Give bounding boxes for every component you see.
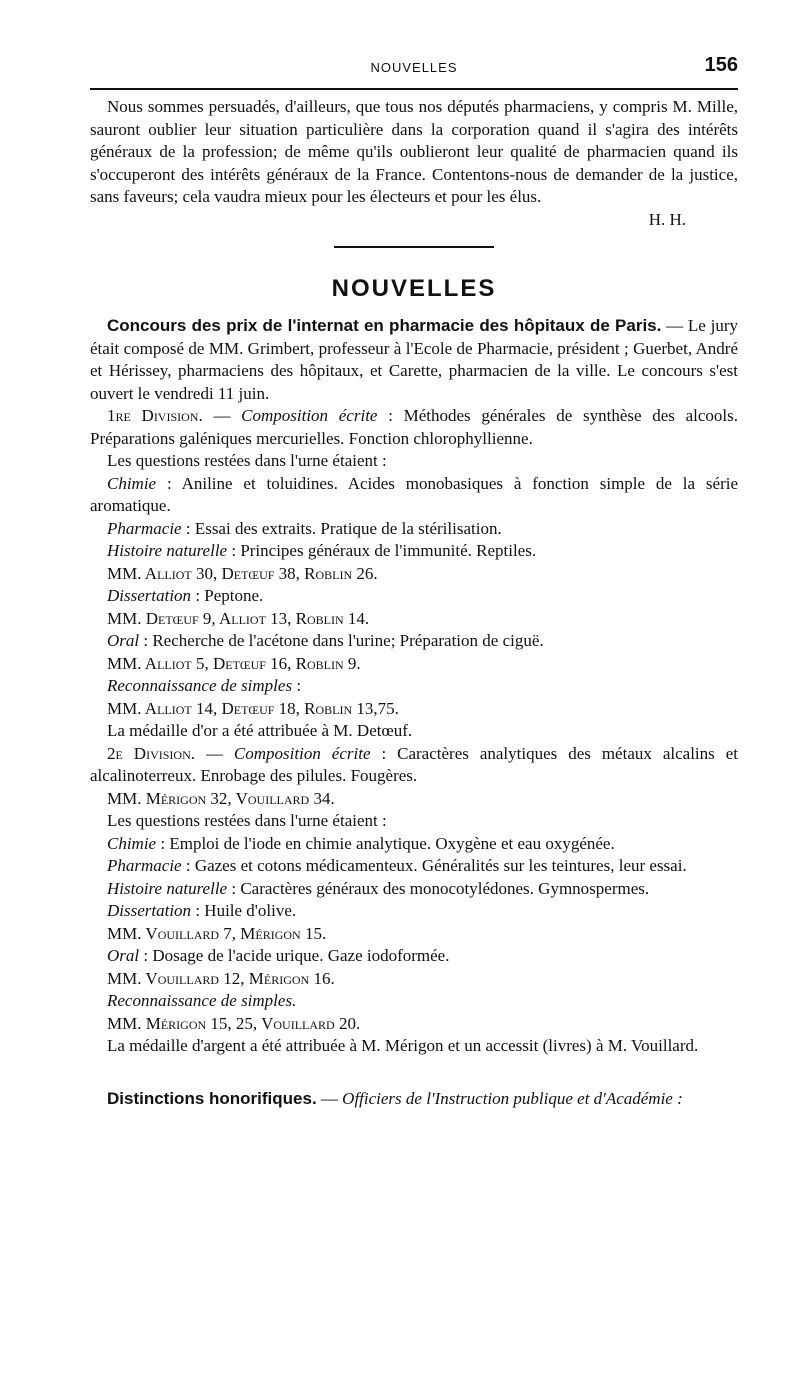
div1-urne: Les questions restées dans l'urne étaient : xyxy=(107,451,387,470)
div1-scores4: MM. Alliot 14, Detœuf 18, Roblin 13,75. xyxy=(107,698,399,718)
div1-comp-label: Composition écrite xyxy=(241,406,378,425)
div2-reco-label: Reconnaissance de simples. xyxy=(107,991,297,1010)
div2-oral-label: Oral xyxy=(107,946,140,965)
div1-pharmacie xyxy=(90,518,738,541)
div1-chimie-label: Chimie xyxy=(107,473,157,493)
div1-dissertation-label: Dissertation xyxy=(107,586,192,605)
div2-oral xyxy=(90,945,738,968)
div2-dissertation xyxy=(90,900,738,923)
distinctions-paragraph xyxy=(90,1088,738,1111)
div2-scores3: MM. Vouillard 12, Mérigon 16. xyxy=(107,968,335,988)
div1-scores3: MM. Alliot 5, Detœuf 16, Roblin 9. xyxy=(107,653,361,673)
div1-oral-text: : Recherche de l'acétone dans l'urine; Préparation de ciguë. xyxy=(143,631,544,650)
distinctions-title: Distinctions honorifiques. xyxy=(107,1088,317,1108)
div2-scores1: MM. Mérigon 32, Vouillard 34. xyxy=(107,788,335,808)
page xyxy=(90,50,738,1110)
div1-label: 1re Division. xyxy=(107,406,203,425)
div2-urne: Les questions restées dans l'urne étaient : xyxy=(107,811,387,830)
div1-histoire-text: : Principes généraux de l'immunité. Reptiles. xyxy=(231,541,537,560)
div2-pharmacie-label: Pharmacie xyxy=(107,856,182,875)
page-number: 156 xyxy=(704,54,738,76)
div1-pharmacie-text: : Essai des extraits. Pratique de la stérilisation. xyxy=(185,518,502,538)
div2-pharmacie-text: : Gazes et cotons médicamenteux. Généralités sur les teintures, leur essai. xyxy=(185,856,687,875)
div1-oral xyxy=(90,630,738,653)
div1-comp-text: : Méthodes générales de synthèse des alcools. Préparations galéniques mercurielles. Fonction chlorophyllienne. xyxy=(90,406,739,448)
intro-paragraph: Nous sommes persuadés, d'ailleurs, que tous nos députés pharmaciens, y compris M. Mille, sauront oublier leur situation particulière dans la corporation quand il s'agira des intérêts généraux de la profession; de même qu'ils oublieront leur qualité de pharmacien quand ils s'occuperont des intérêts généraux de la France. Contentons-nous de demander de la justice, sans faveurs; cela vaudra mieux pour les électeurs et pour les élus. xyxy=(90,97,738,206)
div1-scores2: MM. Detœuf 9, Alliot 13, Roblin 14. xyxy=(107,608,370,628)
div2-dissertation-text: : Huile d'olive. xyxy=(195,901,297,920)
div2-scores4: MM. Mérigon 15, 25, Vouillard 20. xyxy=(107,1013,361,1033)
div1-scores1: MM. Alliot 30, Detœuf 38, Roblin 26. xyxy=(107,563,378,583)
div2-pharmacie xyxy=(90,855,738,878)
div2-scores2: MM. Vouillard 7, Mérigon 15. xyxy=(107,923,327,943)
div2-label: 2e Division. xyxy=(107,743,195,763)
header-rule xyxy=(90,88,738,90)
div1-reco xyxy=(90,675,738,698)
div2-histoire-label: Histoire naturelle xyxy=(107,878,228,898)
div2-reco xyxy=(90,990,738,1013)
running-head xyxy=(90,50,738,76)
div2-chimie-label: Chimie xyxy=(107,833,157,853)
concours-paragraph xyxy=(90,315,738,405)
spacer xyxy=(90,1058,738,1088)
div2-chimie xyxy=(90,833,738,856)
distinctions-dash: — xyxy=(316,1088,343,1108)
div1-dissertation-text: : Peptone. xyxy=(195,586,264,605)
div2-comp-text: : Caractères analytiques des métaux alcalins et alcalinoterreux. Enrobage des pilules. Fougères. xyxy=(90,743,738,785)
div1-reco-label: Reconnaissance de simples xyxy=(107,676,293,695)
div1-medal: La médaille d'or a été attribuée à M. Detœuf. xyxy=(107,721,413,740)
div2-comp-label: Composition écrite xyxy=(233,743,371,763)
div1-oral-label: Oral xyxy=(107,631,140,650)
div1-pharmacie-label: Pharmacie xyxy=(107,518,182,538)
div1-dissertation xyxy=(90,585,738,608)
div1-histoire-label: Histoire naturelle xyxy=(107,541,228,560)
div2-dissertation-label: Dissertation xyxy=(107,901,192,920)
div2-histoire xyxy=(90,878,738,901)
div1-reco-text: : xyxy=(296,676,302,695)
div1-chimie-text: : Aniline et toluidines. Acides monobasiques à fonction simple de la série aromatique. xyxy=(90,473,738,515)
running-title: NOUVELLES xyxy=(370,60,458,75)
div1-chimie xyxy=(90,473,738,518)
section-separator xyxy=(334,246,494,248)
distinctions-text: Officiers de l'Instruction publique et d'Académie : xyxy=(342,1088,683,1108)
div1-composition: 1re Division. — Composition écrite : Méthodes générales de synthèse des alcools. Préparations galéniques mercurielles. Fonction chlorophyllienne. xyxy=(90,406,739,448)
div2-medal: La médaille d'argent a été attribuée à M. Mérigon et un accessit (livres) à M. Vouillard. xyxy=(107,1036,699,1055)
section-title: NOUVELLES xyxy=(331,275,497,302)
div2-chimie-text: : Emploi de l'iode en chimie analytique. Oxygène et eau oxygénée. xyxy=(160,833,615,853)
signature: H. H. xyxy=(648,209,686,229)
div2-composition: 2e Division. — Composition écrite : Caractères analytiques des métaux alcalins et alcalinoterreux. Enrobage des pilules. Fougères. xyxy=(90,743,738,785)
div2-oral-text: : Dosage de l'acide urique. Gaze iodoformée. xyxy=(143,946,450,965)
concours-jury: — Le jury était composé de MM. Grimbert, professeur à l'Ecole de Pharmacie, président ; Guerbet, André et Hérissey, pharmaciens des hôpitaux, et Carette, pharmacien de la ville. Le concours s'est ouvert le vendredi 11 juin. xyxy=(90,316,738,403)
div2-histoire-text: : Caractères généraux des monocotylédones. Gymnospermes. xyxy=(231,878,650,898)
div1-histoire xyxy=(90,540,738,563)
concours-title: Concours des prix de l'internat en pharmacie des hôpitaux de Paris. xyxy=(107,316,662,335)
